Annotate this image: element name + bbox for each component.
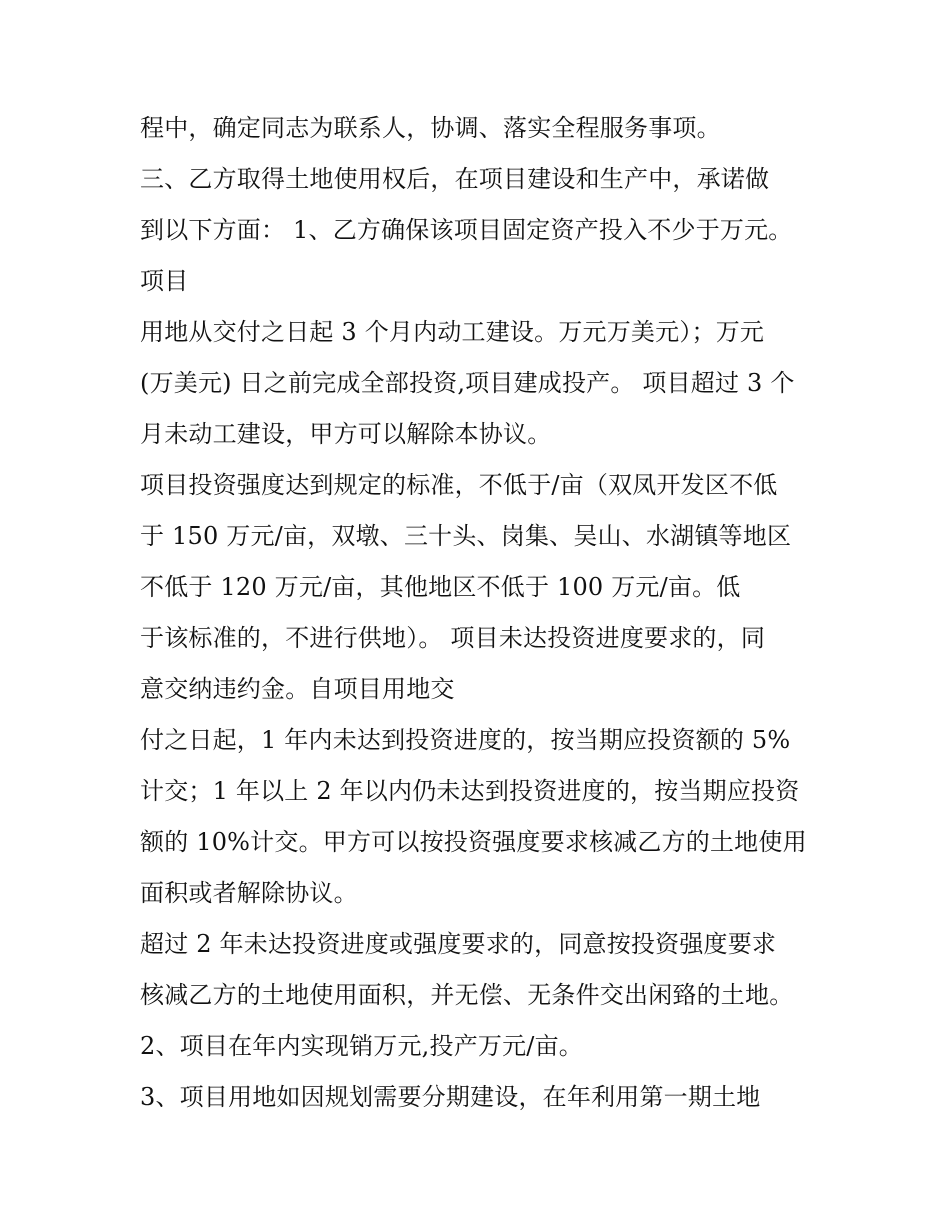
- text-line-10: 不低于 120 万元/亩，其他地区不低于 100 万元/亩。低: [140, 573, 741, 601]
- text-line-16: 面积或者解除协议。: [140, 879, 358, 907]
- text-line-7: 月未动工建设，甲方可以解除本协议。: [140, 420, 552, 448]
- text-line-1: 程中，确定同志为联系人，协调、落实全程服务事项。: [140, 114, 721, 142]
- text-line-14: 计交；1 年以上 2 年以内仍未达到投资进度的，按当期应投资: [140, 777, 800, 805]
- text-line-8: 项目投资强度达到规定的标准，不低于/亩（双凤开发区不低: [140, 471, 778, 499]
- text-line-19: 2、项目在年内实现销万元,投产万元/亩。: [140, 1032, 583, 1060]
- text-line-11: 于该标准的，不进行供地）。 项目未达投资进度要求的，同: [140, 624, 766, 652]
- text-line-4: 项目: [140, 267, 189, 295]
- document-body: [140, 108, 830, 1128]
- text-line-6: (万美元) 日之前完成全部投资,项目建成投产。 项目超过 3 个: [140, 369, 795, 397]
- text-line-2: 三、乙方取得土地使用权后，在项目建设和生产中，承诺做: [140, 165, 770, 193]
- text-line-12: 意交纳违约金。自项目用地交: [140, 675, 455, 703]
- text-line-5: 用地从交付之日起 3 个月内动工建设。万元万美元）；万元: [140, 318, 765, 346]
- text-line-3: 到以下方面： 1、乙方确保该项目固定资产投入不少于万元。: [140, 216, 793, 244]
- text-line-13: 付之日起，1 年内未达到投资进度的，按当期应投资额的 5%: [140, 726, 791, 754]
- text-line-17: 超过 2 年未达投资进度或强度要求的，同意按投资强度要求: [140, 930, 777, 958]
- text-line-18: 核减乙方的土地使用面积，并无偿、无条件交出闲臵的土地。: [140, 981, 794, 1009]
- text-line-20: 3、项目用地如因规划需要分期建设，在年利用第一期土地: [140, 1083, 761, 1111]
- text-line-9: 于 150 万元/亩，双墩、三十头、岗集、吴山、水湖镇等地区: [140, 522, 792, 550]
- text-line-15: 额的 10%计交。甲方可以按投资强度要求核减乙方的土地使用: [140, 828, 807, 856]
